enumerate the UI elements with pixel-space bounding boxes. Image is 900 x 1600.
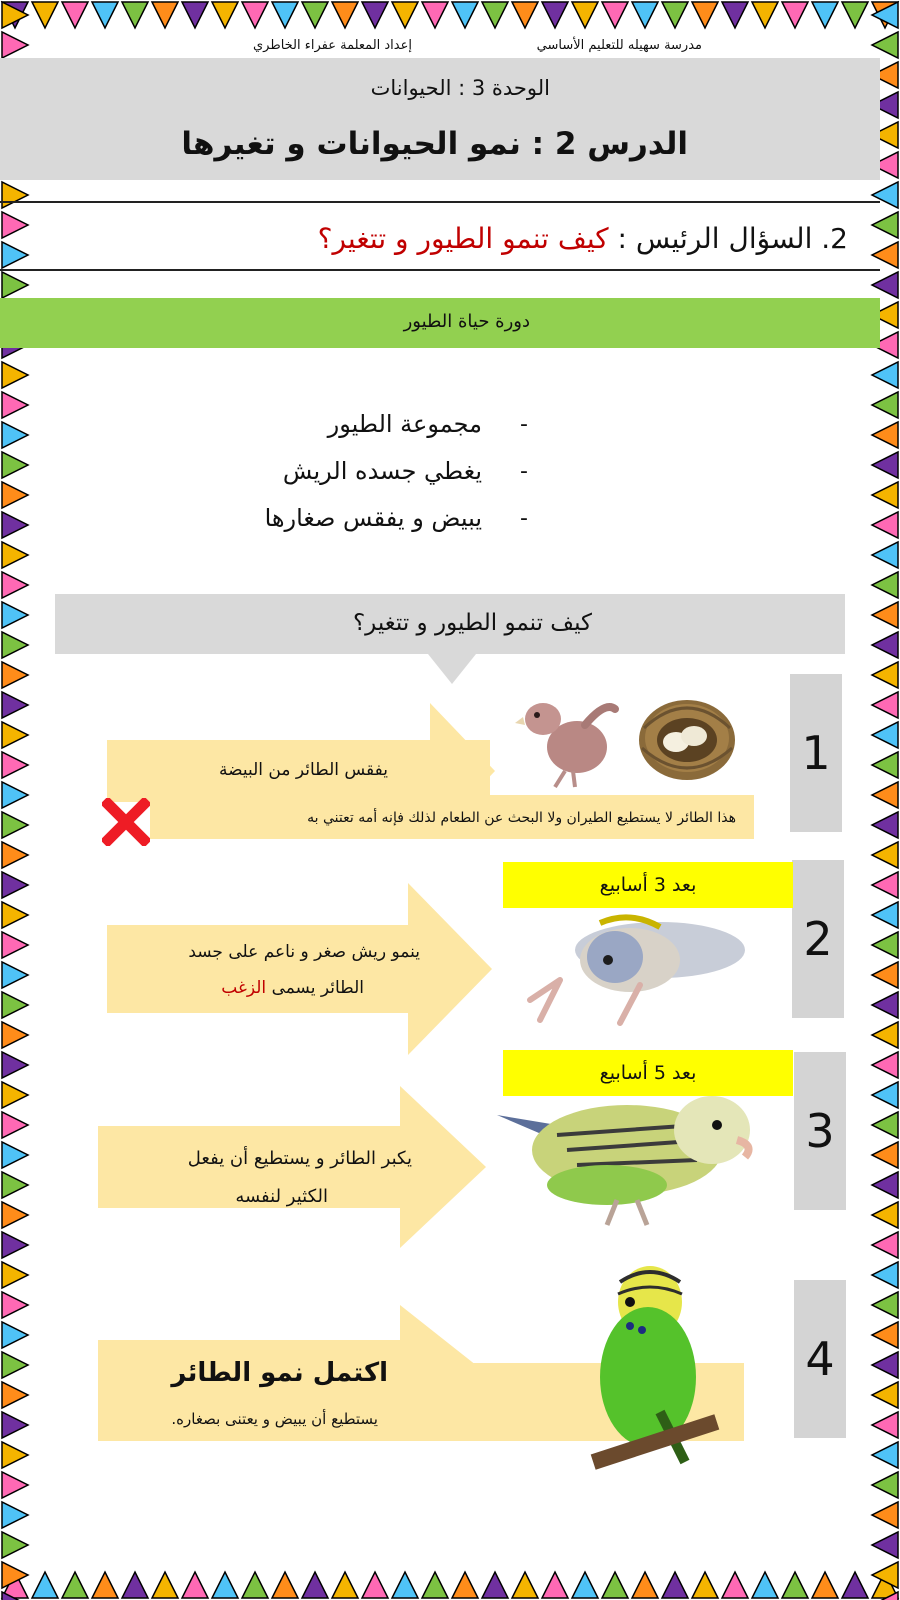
border-triangle-icon — [0, 1140, 30, 1170]
border-triangle-icon — [870, 1230, 900, 1260]
border-triangle-icon — [690, 0, 720, 30]
border-triangle-icon — [330, 1570, 360, 1600]
border-triangle-icon — [0, 840, 30, 870]
stage-2-text-line2 — [221, 978, 364, 998]
border-triangle-icon — [0, 480, 30, 510]
question-prefix: 2. السؤال الرئيس : — [617, 222, 848, 255]
border-triangle-icon — [870, 450, 900, 480]
border-triangle-icon — [870, 1350, 900, 1380]
border-triangle-icon — [870, 240, 900, 270]
border-triangle-icon — [150, 1570, 180, 1600]
border-triangle-icon — [600, 1570, 630, 1600]
border-triangle-icon — [120, 0, 150, 30]
border-triangle-icon — [870, 1170, 900, 1200]
border-triangle-icon — [0, 1320, 30, 1350]
border-triangle-icon — [120, 1570, 150, 1600]
border-triangle-icon — [870, 930, 900, 960]
border-triangle-icon — [0, 660, 30, 690]
stage-2-text-line1: ينمو ريش صغر و ناعم على جسد — [188, 942, 420, 962]
border-triangle-icon — [0, 270, 30, 300]
teacher-name: إعداد المعلمة عفراء الخاطري — [253, 38, 412, 53]
border-triangle-icon — [90, 0, 120, 30]
border-triangle-icon — [870, 420, 900, 450]
border-triangle-icon — [0, 1260, 30, 1290]
border-triangle-icon — [870, 600, 900, 630]
border-triangle-icon — [870, 690, 900, 720]
border-triangle-icon — [570, 1570, 600, 1600]
border-triangle-icon — [90, 1570, 120, 1600]
border-triangle-icon — [0, 1020, 30, 1050]
border-triangle-icon — [60, 0, 90, 30]
border-triangle-icon — [420, 1570, 450, 1600]
border-triangle-icon — [450, 1570, 480, 1600]
unit-title: الوحدة 3 : الحيوانات — [370, 76, 550, 100]
border-triangle-icon — [0, 510, 30, 540]
stage-1-note: هذا الطائر لا يستطيع الطيران ولا البحث عن الطعام لذلك فإنه أمه تعتني به — [307, 810, 736, 826]
hatchling-image — [515, 695, 620, 790]
border-triangle-icon — [360, 0, 390, 30]
border-triangle-icon — [720, 0, 750, 30]
nest-with-eggs-image — [632, 678, 742, 788]
border-triangle-icon — [0, 1380, 30, 1410]
border-triangle-icon — [210, 1570, 240, 1600]
border-triangle-icon — [0, 1440, 30, 1470]
bullet-dash: - — [520, 506, 528, 531]
border-triangle-icon — [390, 0, 420, 30]
border-triangle-icon — [870, 960, 900, 990]
border-triangle-icon — [690, 1570, 720, 1600]
border-triangle-icon — [750, 1570, 780, 1600]
border-triangle-icon — [0, 1590, 30, 1600]
border-triangle-icon — [300, 1570, 330, 1600]
border-triangle-icon — [150, 0, 180, 30]
border-triangle-icon — [630, 1570, 660, 1600]
border-triangle-icon — [60, 1570, 90, 1600]
cross-icon — [102, 798, 150, 846]
border-triangle-icon — [870, 360, 900, 390]
border-triangle-icon — [0, 900, 30, 930]
stage-4-text: يستطيع أن يبيض و يعتنى بصغاره. — [171, 1410, 378, 1428]
border-triangle-icon — [0, 810, 30, 840]
border-triangle-icon — [870, 30, 900, 60]
bullet-text: مجموعة الطيور — [327, 410, 482, 438]
border-triangle-icon — [810, 0, 840, 30]
border-triangle-icon — [300, 0, 330, 30]
border-triangle-icon — [0, 1290, 30, 1320]
border-triangle-icon — [600, 0, 630, 30]
question-text: كيف تنمو الطيور و تتغير؟ — [317, 222, 609, 255]
border-triangle-icon — [0, 30, 30, 60]
border-triangle-icon — [870, 1560, 900, 1590]
border-triangle-icon — [870, 540, 900, 570]
border-triangle-icon — [240, 0, 270, 30]
stage-2-time-label: بعد 3 أسابيع — [503, 862, 793, 908]
border-triangle-icon — [0, 870, 30, 900]
border-triangle-icon — [0, 1470, 30, 1500]
border-triangle-icon — [870, 1410, 900, 1440]
border-triangle-icon — [0, 750, 30, 780]
border-triangle-icon — [270, 0, 300, 30]
stage-3-time-label: بعد 5 أسابيع — [503, 1050, 793, 1096]
border-left-triangles — [0, 0, 30, 1600]
border-triangle-icon — [870, 1260, 900, 1290]
border-triangle-icon — [0, 1560, 30, 1590]
border-triangle-icon — [0, 960, 30, 990]
border-triangle-icon — [870, 750, 900, 780]
border-triangle-icon — [0, 990, 30, 1020]
border-triangle-icon — [0, 1530, 30, 1560]
bullet-dash: - — [520, 412, 528, 437]
border-triangle-icon — [0, 390, 30, 420]
border-triangle-icon — [870, 1080, 900, 1110]
border-triangle-icon — [0, 690, 30, 720]
border-triangle-icon — [780, 1570, 810, 1600]
border-triangle-icon — [750, 0, 780, 30]
border-triangle-icon — [360, 1570, 390, 1600]
border-triangle-icon — [870, 1380, 900, 1410]
border-triangle-icon — [210, 0, 240, 30]
border-triangle-icon — [870, 1110, 900, 1140]
bullet-dash: - — [520, 459, 528, 484]
border-triangle-icon — [0, 450, 30, 480]
border-triangle-icon — [0, 420, 30, 450]
border-triangle-icon — [870, 660, 900, 690]
border-triangle-icon — [780, 0, 810, 30]
border-triangle-icon — [510, 1570, 540, 1600]
border-triangle-icon — [330, 0, 360, 30]
border-triangle-icon — [0, 240, 30, 270]
border-triangle-icon — [0, 1200, 30, 1230]
stage-4-title: اكتمل نمو الطائر — [171, 1358, 388, 1388]
border-triangle-icon — [0, 570, 30, 600]
section-title: دورة حياة الطيور — [403, 311, 530, 332]
subheading: كيف تنمو الطيور و تتغير؟ — [352, 610, 592, 636]
border-triangle-icon — [870, 1020, 900, 1050]
border-triangle-icon — [870, 1440, 900, 1470]
border-triangle-icon — [870, 0, 900, 30]
lesson-title: الدرس 2 : نمو الحيوانات و تغيرها — [181, 126, 688, 162]
school-name: مدرسة سهيله للتعليم الأساسي — [536, 38, 702, 53]
border-triangle-icon — [0, 180, 30, 210]
border-right-triangles — [870, 0, 900, 1600]
border-triangle-icon — [870, 270, 900, 300]
border-triangle-icon — [870, 570, 900, 600]
stage-2-text: الطائر يسمى — [271, 978, 364, 998]
border-triangle-icon — [480, 0, 510, 30]
stage-2-highlight: الزغب — [221, 978, 267, 998]
border-triangle-icon — [870, 810, 900, 840]
border-triangle-icon — [0, 1080, 30, 1110]
border-triangle-icon — [0, 780, 30, 810]
border-triangle-icon — [0, 540, 30, 570]
stage-1-text: يفقس الطائر من البيضة — [218, 760, 388, 780]
border-triangle-icon — [870, 870, 900, 900]
bullet-text: يغطي جسده الريش — [282, 457, 482, 485]
border-triangle-icon — [180, 1570, 210, 1600]
border-triangle-icon — [0, 1230, 30, 1260]
border-triangle-icon — [0, 1110, 30, 1140]
stage-3-text-line1: يكبر الطائر و يستطيع أن يفعل — [187, 1148, 412, 1169]
bullet-text: يبيض و يفقس صغارها — [264, 504, 482, 532]
border-triangle-icon — [870, 1470, 900, 1500]
border-triangle-icon — [870, 180, 900, 210]
border-triangle-icon — [480, 1570, 510, 1600]
border-triangle-icon — [0, 1410, 30, 1440]
border-triangle-icon — [540, 1570, 570, 1600]
border-triangle-icon — [870, 1590, 900, 1600]
border-triangle-icon — [870, 1050, 900, 1080]
fluffy-chick-image — [520, 905, 750, 1030]
border-triangle-icon — [840, 1570, 870, 1600]
border-triangle-icon — [180, 0, 210, 30]
border-triangle-icon — [0, 930, 30, 960]
border-top-triangles — [0, 0, 900, 30]
divider-top — [0, 201, 880, 203]
border-triangle-icon — [0, 720, 30, 750]
border-triangle-icon — [570, 0, 600, 30]
border-bottom-triangles — [0, 1570, 900, 1600]
border-triangle-icon — [870, 1500, 900, 1530]
border-triangle-icon — [0, 1350, 30, 1380]
border-triangle-icon — [870, 210, 900, 240]
border-triangle-icon — [0, 600, 30, 630]
border-triangle-icon — [870, 1530, 900, 1560]
border-triangle-icon — [240, 1570, 270, 1600]
border-triangle-icon — [270, 1570, 300, 1600]
down-arrow-icon — [428, 654, 476, 684]
border-triangle-icon — [0, 1170, 30, 1200]
border-triangle-icon — [390, 1570, 420, 1600]
border-triangle-icon — [870, 1140, 900, 1170]
border-triangle-icon — [540, 0, 570, 30]
border-triangle-icon — [450, 0, 480, 30]
border-triangle-icon — [870, 510, 900, 540]
border-triangle-icon — [870, 1290, 900, 1320]
border-triangle-icon — [660, 1570, 690, 1600]
border-triangle-icon — [870, 990, 900, 1020]
border-triangle-icon — [870, 1320, 900, 1350]
adult-budgie-image — [590, 1262, 720, 1470]
border-triangle-icon — [0, 0, 30, 30]
border-triangle-icon — [870, 720, 900, 750]
border-triangle-icon — [510, 0, 540, 30]
stage-number-2: 2 — [792, 860, 844, 1018]
stage-number-1: 1 — [790, 674, 842, 832]
border-triangle-icon — [720, 1570, 750, 1600]
border-triangle-icon — [0, 1050, 30, 1080]
border-triangle-icon — [870, 780, 900, 810]
border-triangle-icon — [0, 210, 30, 240]
main-question — [318, 222, 848, 255]
stage-number-3: 3 — [794, 1052, 846, 1210]
border-triangle-icon — [660, 0, 690, 30]
stage-number-4: 4 — [794, 1280, 846, 1438]
border-triangle-icon — [870, 840, 900, 870]
border-triangle-icon — [870, 630, 900, 660]
border-triangle-icon — [870, 900, 900, 930]
border-triangle-icon — [420, 0, 450, 30]
divider-bottom — [0, 269, 880, 271]
border-triangle-icon — [0, 360, 30, 390]
border-triangle-icon — [870, 1200, 900, 1230]
border-triangle-icon — [870, 480, 900, 510]
border-triangle-icon — [30, 0, 60, 30]
border-triangle-icon — [0, 1500, 30, 1530]
border-triangle-icon — [840, 0, 870, 30]
stage-3-text-line2: الكثير لنفسه — [235, 1186, 328, 1207]
border-triangle-icon — [810, 1570, 840, 1600]
border-triangle-icon — [30, 1570, 60, 1600]
border-triangle-icon — [0, 630, 30, 660]
young-budgie-image — [497, 1085, 762, 1235]
border-triangle-icon — [630, 0, 660, 30]
border-triangle-icon — [870, 390, 900, 420]
